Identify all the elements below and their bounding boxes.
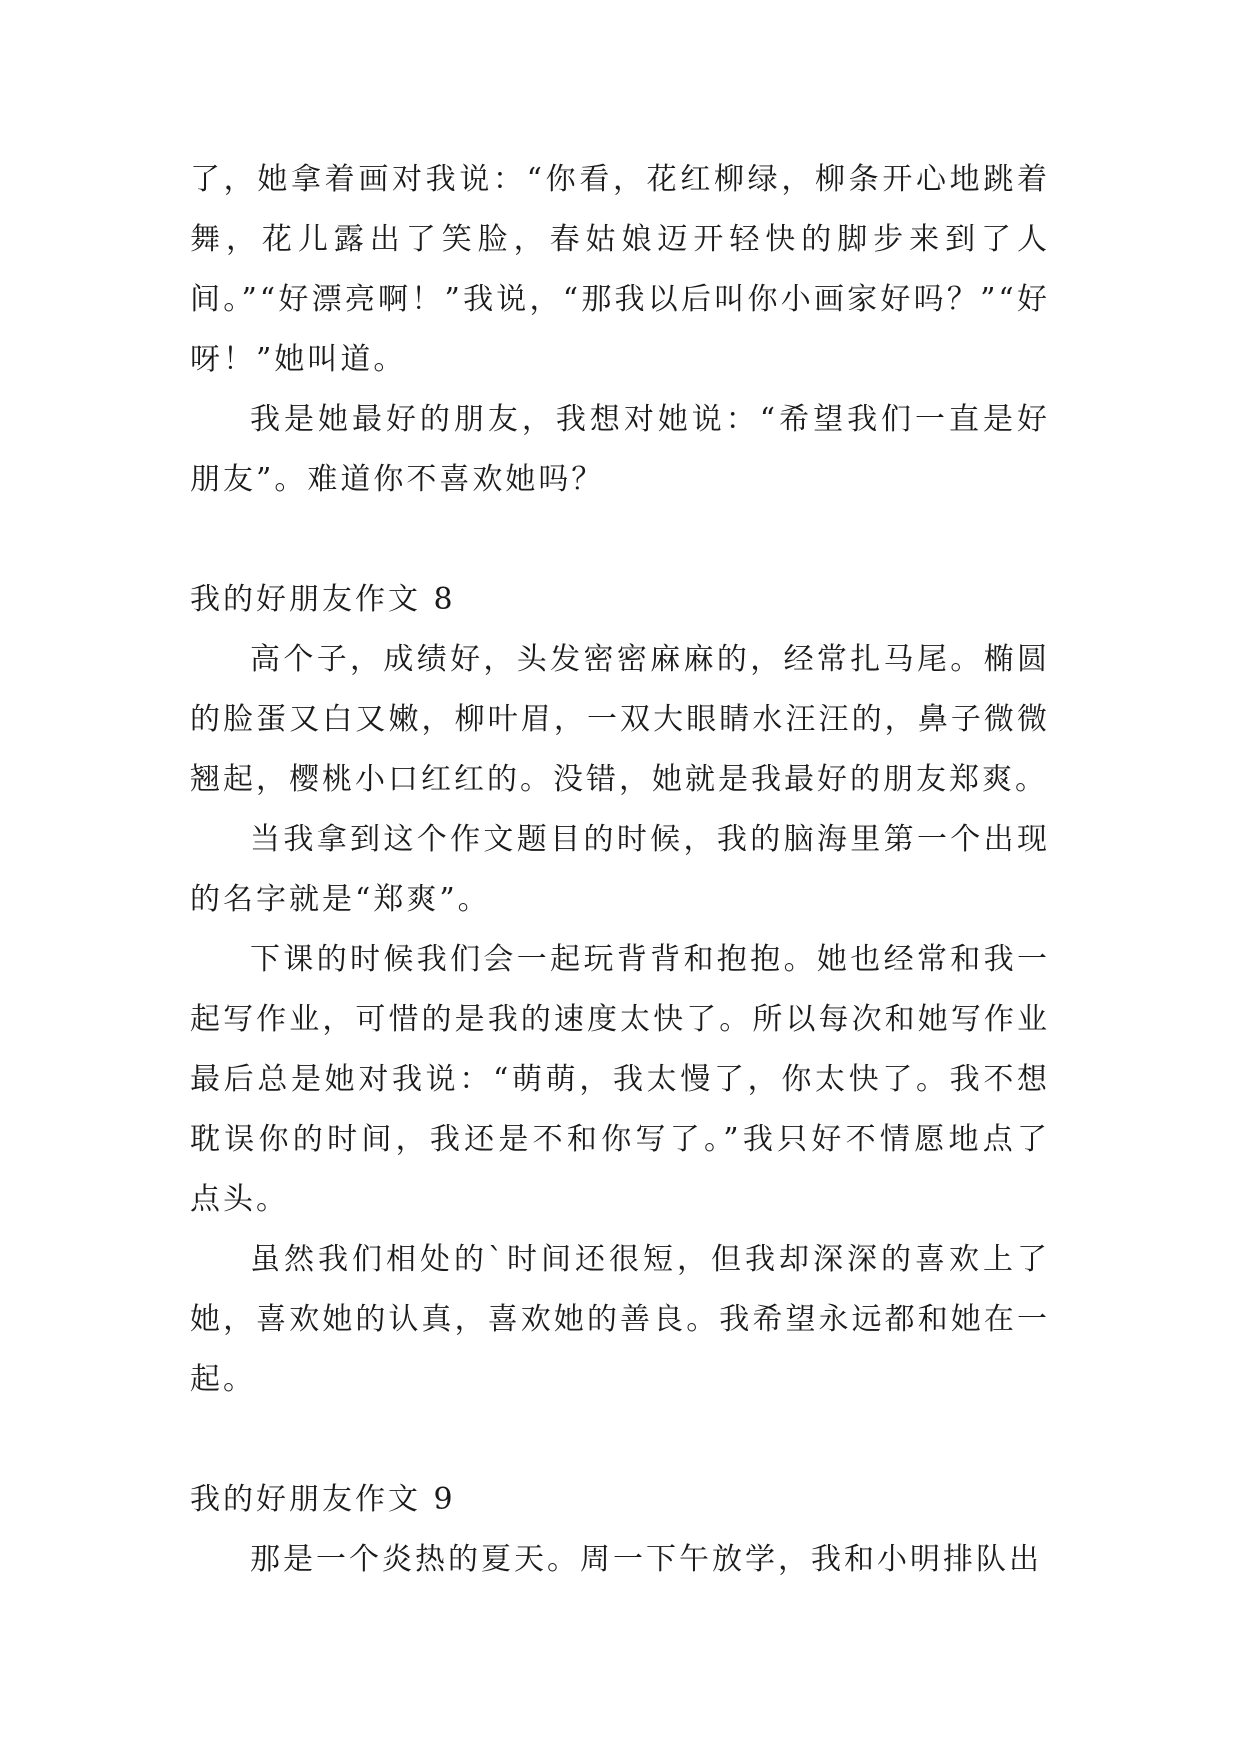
section-gap [190, 1410, 1050, 1470]
paragraph-6: 虽然我们相处的`时间还很短，但我却深深的喜欢上了她，喜欢她的认真，喜欢她的善良。我希望永远都和她在一起。 [190, 1242, 1050, 1397]
section-heading-9: 我的好朋友作文 9 [190, 1482, 456, 1517]
paragraph-5: 下课的时候我们会一起玩背背和抱抱。她也经常和我一起写作业，可惜的是我的速度太快了。所以每次和她写作业最后总是她对我说：“萌萌，我太慢了，你太快了。我不想耽误你的时间，我还是不和你写了。”我只好不情愿地点了点头。 [190, 942, 1050, 1217]
paragraph-2: 我是她最好的朋友，我想对她说：“希望我们一直是好朋友”。难道你不喜欢她吗？ [190, 402, 1050, 497]
paragraph-4: 当我拿到这个作文题目的时候，我的脑海里第一个出现的名字就是“郑爽”。 [190, 822, 1050, 917]
paragraph-3: 高个子，成绩好，头发密密麻麻的，经常扎马尾。椭圆的脸蛋又白又嫩，柳叶眉，一双大眼睛水汪汪的，鼻子微微翘起，樱桃小口红红的。没错，她就是我最好的朋友郑爽。 [190, 642, 1050, 797]
document-body [190, 150, 1050, 1590]
section-gap [190, 510, 1050, 570]
section-heading-8: 我的好朋友作文 8 [190, 582, 456, 617]
paragraph-7: 那是一个炎热的夏天。周一下午放学，我和小明排队出 [250, 1542, 1042, 1577]
paragraph-1: 了，她拿着画对我说：“你看，花红柳绿，柳条开心地跳着舞，花儿露出了笑脸，春姑娘迈开轻快的脚步来到了人间。”“好漂亮啊！”我说，“那我以后叫你小画家好吗？”“好呀！”她叫道。 [190, 162, 1050, 377]
